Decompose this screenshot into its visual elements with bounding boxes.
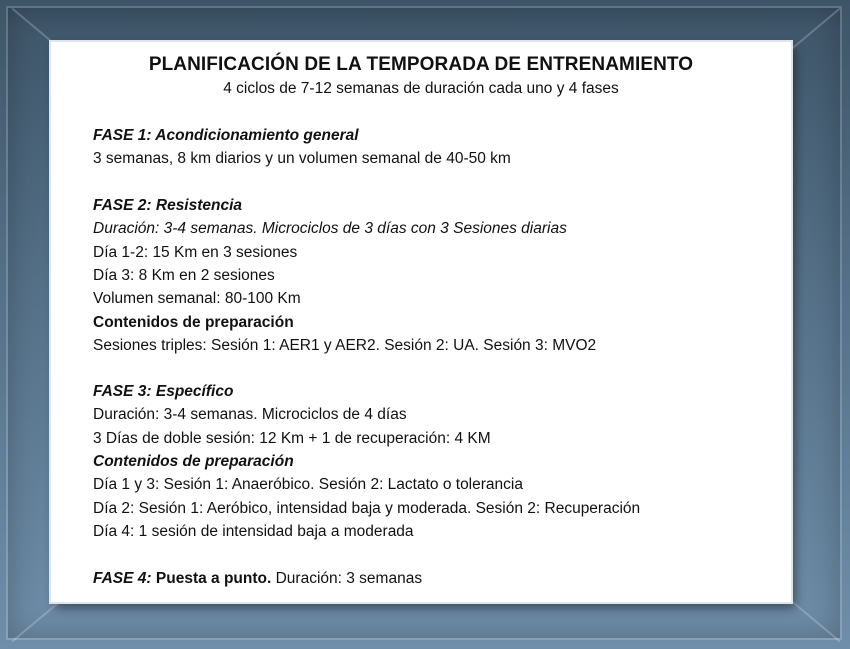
phase1-line: 3 semanas, 8 km diarios y un volumen semanal de 40-50 km [93,150,511,167]
phase2-contents-line: Sesiones triples: Sesión 1: AER1 y AER2. Sesión 2: UA. Sesión 3: MVO2 [93,337,597,354]
phase3-line1: 3 Días de doble sesión: 12 Km + 1 de recuperación: 4 KM [93,430,491,447]
slide-content [51,42,791,602]
phase2-contents-heading: Contenidos de preparación [93,314,294,331]
phase4-line [93,569,422,589]
phase3-contents-heading: Contenidos de preparación [93,453,294,470]
phase2-line3: Volumen semanal: 80-100 Km [93,290,301,307]
phase4-label: FASE 4: [93,570,152,587]
phase3-heading: FASE 3: Específico [93,383,234,400]
slide-subtitle: 4 ciclos de 7-12 semanas de duración cada uno y 4 fases [223,80,619,97]
slide-title: PLANIFICACIÓN DE LA TEMPORADA DE ENTRENAMIENTO [148,54,694,75]
phase1-heading: FASE 1: Acondicionamiento general [93,127,359,144]
phase4-name: Puesta a punto. [155,570,272,587]
phase2-heading: FASE 2: Resistencia [93,197,243,214]
phase2-line2: Día 3: 8 Km en 2 sesiones [93,267,275,284]
phase2-line1: Día 1-2: 15 Km en 3 sesiones [93,244,298,261]
phase3-contents-line3: Día 4: 1 sesión de intensidad baja a moderada [93,523,414,540]
phase4-duration: Duración: 3 semanas [275,570,423,587]
phase3-duration: Duración: 3-4 semanas. Microciclos de 4 días [93,406,407,423]
phase3-contents-line2: Día 2: Sesión 1: Aeróbico, intensidad baja y moderada. Sesión 2: Recuperación [93,500,641,517]
phase3-contents-line1: Día 1 y 3: Sesión 1: Anaeróbico. Sesión 2: Lactato o tolerancia [93,476,523,493]
phase2-duration: Duración: 3-4 semanas. Microciclos de 3 días con 3 Sesiones diarias [93,220,567,237]
